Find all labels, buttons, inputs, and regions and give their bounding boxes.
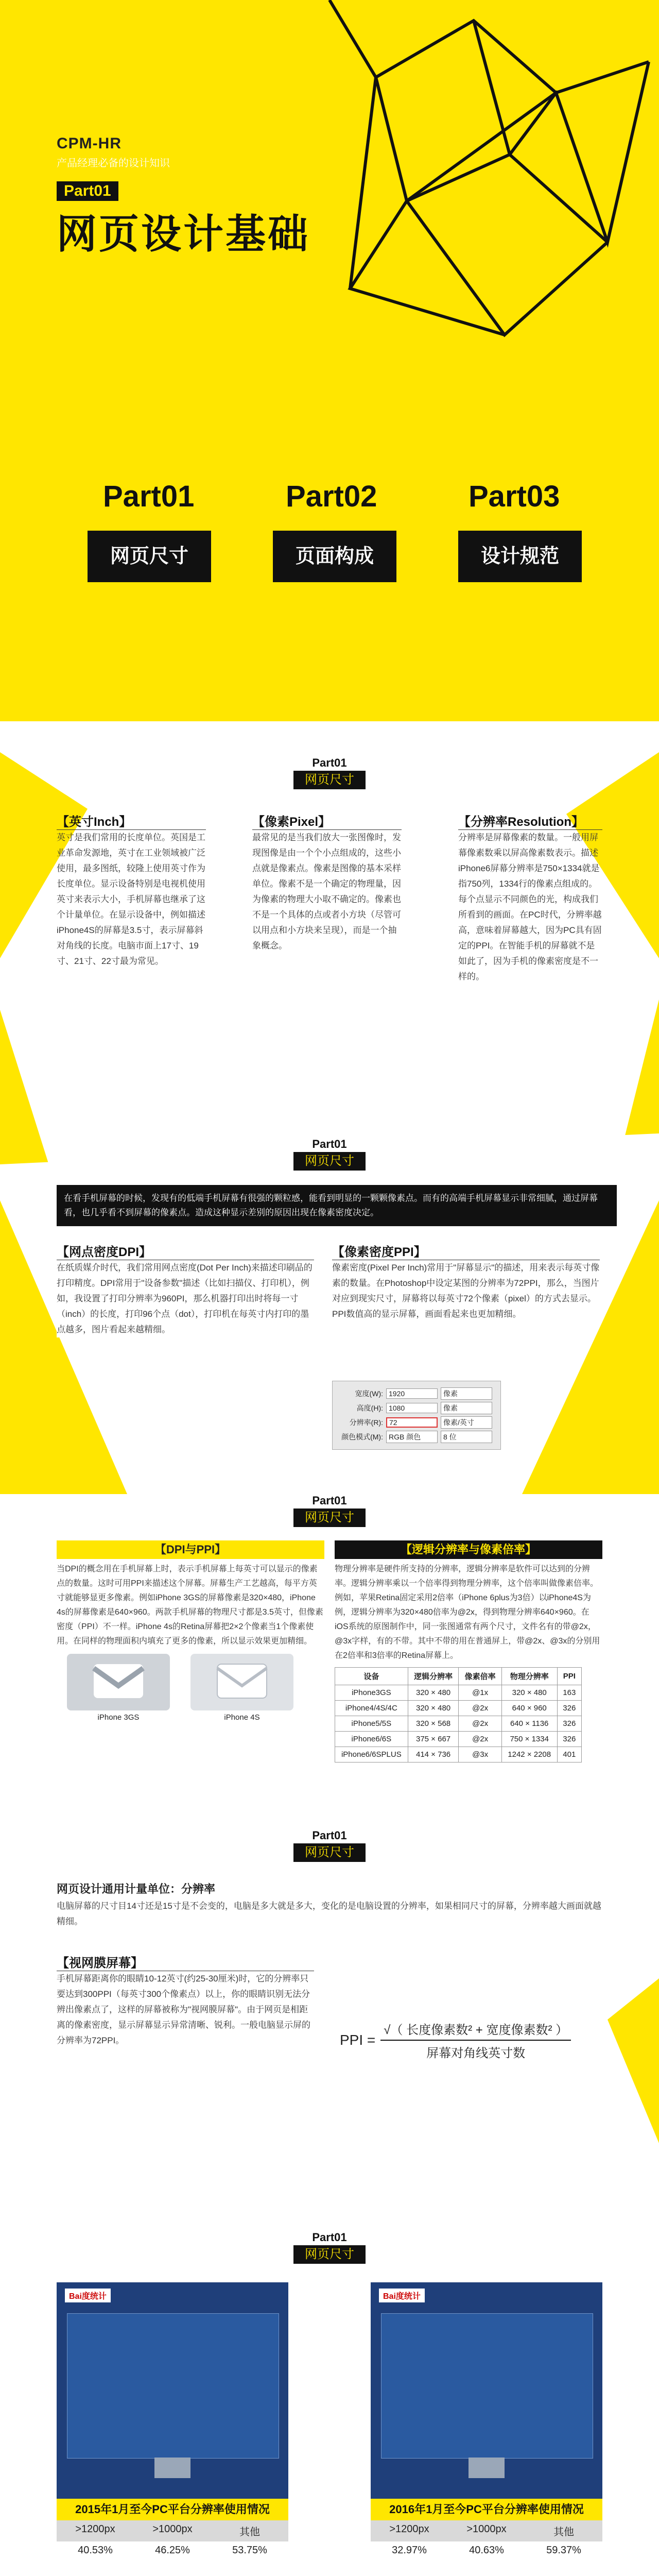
part-tag: Part01 xyxy=(57,181,118,201)
card-pixel-text: 最常见的是当我们放大一张图像时，发现图像是由一个个小点组成的，这些小点就是像素点。像素是图像的基本采样单位。像素不是一个确定的物理量，因为像素的物理大小取不确定的。像素也不是一个具体的点或者小方块（尽管可以用点和小方块来呈现），而是一个抽象概念。 xyxy=(252,833,401,951)
ps-row-height: 高度(H): 1080 像素 xyxy=(337,1402,496,1414)
formula-denominator: 屏幕对角线英寸数 xyxy=(426,2046,526,2060)
section3-part: Part01 xyxy=(312,1494,347,1507)
ps-resolution-unit[interactable]: 像素/英寸 xyxy=(441,1416,492,1429)
card-dpi-ppi xyxy=(57,1540,324,1722)
card-pixel-title: 【像素Pixel】 xyxy=(252,811,402,830)
table-row: iPhone6/6SPLUS 414 × 736 @3x 1242 × 2208 401 xyxy=(335,1747,582,1762)
ps-color-select[interactable]: RGB 颜色 xyxy=(386,1431,438,1443)
intro-bar: 在看手机屏幕的时候，发现有的低端手机屏幕有很强的颗粒感，能看到明显的一颗颗像素点。而有的高端手机屏幕显示非常细腻，通过屏幕看，也几乎看不到屏幕的像素点。造成这种显示差别的原因出现在像素密度决定。 xyxy=(57,1185,617,1226)
stat-values-2015: 40.53% 46.25% 53.75% xyxy=(78,2545,267,2556)
part3-number: Part03 xyxy=(469,480,560,513)
card-logic xyxy=(335,1540,602,1762)
formula-fraction xyxy=(380,2020,571,2061)
stat-values-2016: 32.97% 40.63% 59.37% xyxy=(392,2545,581,2556)
card-retina-title: 【视网膜屏幕】 xyxy=(57,1953,314,1971)
hero-banner xyxy=(0,0,659,721)
baidu-logo: Bai度统计 xyxy=(379,2289,425,2302)
monitor-stand xyxy=(469,2458,505,2478)
card-ppi xyxy=(332,1242,600,1322)
section4-part: Part01 xyxy=(312,1829,347,1842)
wireframe-geometry-decoration xyxy=(288,0,659,371)
table-header-row: 设备 逻辑分辨率 像素倍率 物理分辨率 PPI xyxy=(335,1668,582,1685)
iphone-resolution-table xyxy=(335,1667,582,1762)
section5-title: 网页尺寸 xyxy=(293,2245,366,2264)
brand-name: CPM-HR xyxy=(57,135,122,152)
part2-number: Part02 xyxy=(286,480,377,513)
stat-caption-2016: 2016年1月至今PC平台分辨率使用情况 xyxy=(371,2499,602,2520)
section-stats xyxy=(0,2231,659,2576)
card-inch xyxy=(57,811,206,969)
ps-row-resolution: 分辨率(R): 72 像素/英寸 xyxy=(337,1416,496,1429)
stat-block-2015 xyxy=(57,2282,288,2560)
card-resolution xyxy=(458,811,602,985)
stat-caption-2015: 2015年1月至今PC平台分辨率使用情况 xyxy=(57,2499,288,2520)
card-inch-text: 英寸是我们常用的长度单位。英国是工业革命发源地，英寸在工业领域被广泛使用，最多图纸，较隆上使用英寸作为长度单位。显示设备特别是电视机使用英寸来表示大小，手机屏幕也继承了这个计量单位。在显示设备中，例如描述iPhone4S的屏幕是3.5寸，表示屏幕斜对角线的长度。电脑市面上17寸、19寸、21寸、22寸最为常见。 xyxy=(57,833,205,966)
card-dpi-text: 在纸质媒介时代，我们常用网点密度(Dot Per Inch)来描述印刷品的打印精度。DPI常用于"设备参数"描述（比如扫描仪、打印机），例如，我设置了打印分辨率为960PI，那么机器打印出时将每一寸（inch）的长度，打印96个点（dot），打印机在每英寸内打印的墨点越多，图片看起来越精细。 xyxy=(57,1263,313,1334)
part1-number: Part01 xyxy=(103,480,195,513)
ps-resolution-input[interactable]: 72 xyxy=(386,1417,438,1428)
slant-divider xyxy=(0,711,659,721)
table-row: iPhone3GS 320 × 480 @1x 320 × 480 163 xyxy=(335,1685,582,1701)
brand-subtitle: 产品经理必备的设计知识 xyxy=(57,158,170,169)
phone-4s-icon xyxy=(190,1654,293,1710)
phone-3gs-icon xyxy=(67,1654,170,1710)
ps-row-color: 颜色模式(M): RGB 颜色 8 位 xyxy=(337,1431,496,1443)
section-formula xyxy=(0,1824,659,2226)
ps-height-input[interactable]: 1080 xyxy=(386,1403,438,1413)
table-row: iPhone6/6S 375 × 667 @2x 750 × 1334 326 xyxy=(335,1732,582,1747)
part2-label: 页面构成 xyxy=(273,531,396,582)
card-dpi xyxy=(57,1242,314,1337)
section2-part: Part01 xyxy=(312,1138,347,1150)
ppi-formula xyxy=(340,2020,571,2061)
card-retina xyxy=(57,1953,314,2048)
ps-bits-select[interactable]: 8 位 xyxy=(441,1431,492,1443)
ps-height-unit[interactable]: 像素 xyxy=(441,1402,492,1414)
stat-screenshot-2015 xyxy=(57,2282,288,2499)
formula-lhs: PPI = xyxy=(340,2032,376,2048)
card-retina-text: 手机屏幕距离你的眼睛10-12英寸(约25-30厘米)时，它的分辨率只要达到300PPI（每英寸300个像素点）以上，你的眼睛识别无法分辨出像素点了，这样的屏幕被称为"视网膜屏幕"。由于网页是相距离的像素密度，显示屏幕显示异常清晰、锐利。一般电脑显示屏的分辨率为72PPI。 xyxy=(57,1974,310,2045)
phone-compare xyxy=(57,1654,324,1722)
unit-text: 电脑屏幕的尺寸目14寸还是15寸是不会变的，电脑是多大就是多大，变化的是电脑设置的分辨率，如果相同尺寸的屏幕，分辨率越大画面就越精细。 xyxy=(57,1901,601,1926)
hero-title: 网页设计基础 xyxy=(57,211,310,257)
section-dpi-logic xyxy=(0,1494,659,1814)
formula-numerator: √（ 长度像素数² + 宽度像素数² ） xyxy=(380,2020,571,2041)
ps-width-input[interactable]: 1920 xyxy=(386,1388,438,1399)
stat-screenshot-2016 xyxy=(371,2282,602,2499)
card-logic-text: 物理分辨率是硬件所支持的分辨率，逻辑分辨率是软件可以达到的分辨率。逻辑分辨率乘以一个倍率得到物理分辨率，这个倍率叫做像素倍率。例如，苹果Retina固定采用2倍率（iPhone 6plus为3倍）以iPhone4S为例，逻辑分辨率为320×480倍率为@2x，得到物理分辨率640×960。在iOS系统的原图制作中，同一张图通常有两个尺寸，文件名有的带@2x，@3x字样，有的不带。其中不带的用在普通屏上，带@2x、@3x的分别用在2倍率和3倍率的Retina屏幕上。 xyxy=(335,1565,600,1660)
card-resolution-text: 分辨率是屏幕像素的数量。一般用屏幕像素数乘以屏高像素数表示。描述iPhone6屏幕分辨率是750×1334就是指750列，1334行的像素点组成的。每个点显示不同颜色的光，构成我们所看到的画面。在PC时代，分辨率越高，意味着屏幕越大，因为PC具有固定的PPI。在智能手机的屏幕就不是如此了，因为手机的像素密度是不一样的。 xyxy=(458,833,602,981)
card-resolution-title: 【分辨率Resolution】 xyxy=(458,811,602,830)
card-ppi-text: 像素密度(Pixel Per Inch)常用于"屏幕显示"的描述，用来表示每英寸像素的数量。在Photoshop中设定某图的分辨率为72PPI，那么，当图片对应到现实尺寸，屏幕将以每英寸72个像素（pixel）的方式去显示。PPI数值高的显示屏幕，画面看起来也更加精细。 xyxy=(332,1263,600,1319)
card-logic-title: 【逻辑分辨率与像素倍率】 xyxy=(335,1540,602,1559)
section2-title: 网页尺寸 xyxy=(293,1152,366,1171)
section-density xyxy=(0,1133,659,1510)
stat-screen xyxy=(381,2313,593,2459)
part1-label: 网页尺寸 xyxy=(88,531,211,582)
card-dpi-ppi-text: 当DPI的概念用在手机屏幕上时，表示手机屏幕上每英寸可以显示的像素点的数量。这时可用PPI来描述这个屏幕。屏幕生产工艺越高，每平方英寸就能够显更多像素。例如iPhone 3GS的屏幕像素是320×480，iPhone 4s的屏幕像素是640×960。两款手机屏幕的物理尺寸都是3.5英寸，但像素密度（PPI）不一样。iPhone 4s的Retina屏幕把2×2个像素当1个像素使用。在同样的物理面积内填充了更多的像素，所以显示效果更加精细。 xyxy=(57,1565,323,1646)
stat-block-2016 xyxy=(371,2282,602,2560)
section1-part: Part01 xyxy=(312,756,347,769)
stat-header-2015: >1200px >1000px 其他 xyxy=(57,2520,288,2541)
section4-title: 网页尺寸 xyxy=(293,1843,366,1862)
ps-row-width: 宽度(W): 1920 像素 xyxy=(337,1387,496,1400)
card-inch-title: 【英寸Inch】 xyxy=(57,811,206,830)
stat-header-2016: >1200px >1000px 其他 xyxy=(371,2520,602,2541)
unit-heading: 网页设计通用计量单位：分辨率 xyxy=(57,1883,216,1895)
card-pixel xyxy=(252,811,402,954)
phone-4s: iPhone 4S xyxy=(190,1654,293,1722)
card-ppi-title: 【像素密度PPI】 xyxy=(332,1242,600,1260)
section1-title: 网页尺寸 xyxy=(293,771,366,789)
part3-label: 设计规范 xyxy=(458,531,582,582)
card-dpi-title: 【网点密度DPI】 xyxy=(57,1242,314,1260)
ps-width-unit[interactable]: 像素 xyxy=(441,1387,492,1400)
phone-3gs: iPhone 3GS xyxy=(67,1654,170,1722)
table-row: iPhone4/4S/4C 320 × 480 @2x 640 × 960 326 xyxy=(335,1701,582,1716)
photoshop-dialog xyxy=(332,1381,501,1450)
section5-part: Part01 xyxy=(312,2231,347,2244)
section3-title: 网页尺寸 xyxy=(293,1509,366,1527)
stat-screen xyxy=(67,2313,279,2459)
table-row: iPhone5/5S 320 × 568 @2x 640 × 1136 326 xyxy=(335,1716,582,1732)
card-dpi-ppi-title: 【DPI与PPI】 xyxy=(57,1540,324,1559)
monitor-stand xyxy=(154,2458,190,2478)
baidu-logo: Bai度统计 xyxy=(65,2289,111,2302)
